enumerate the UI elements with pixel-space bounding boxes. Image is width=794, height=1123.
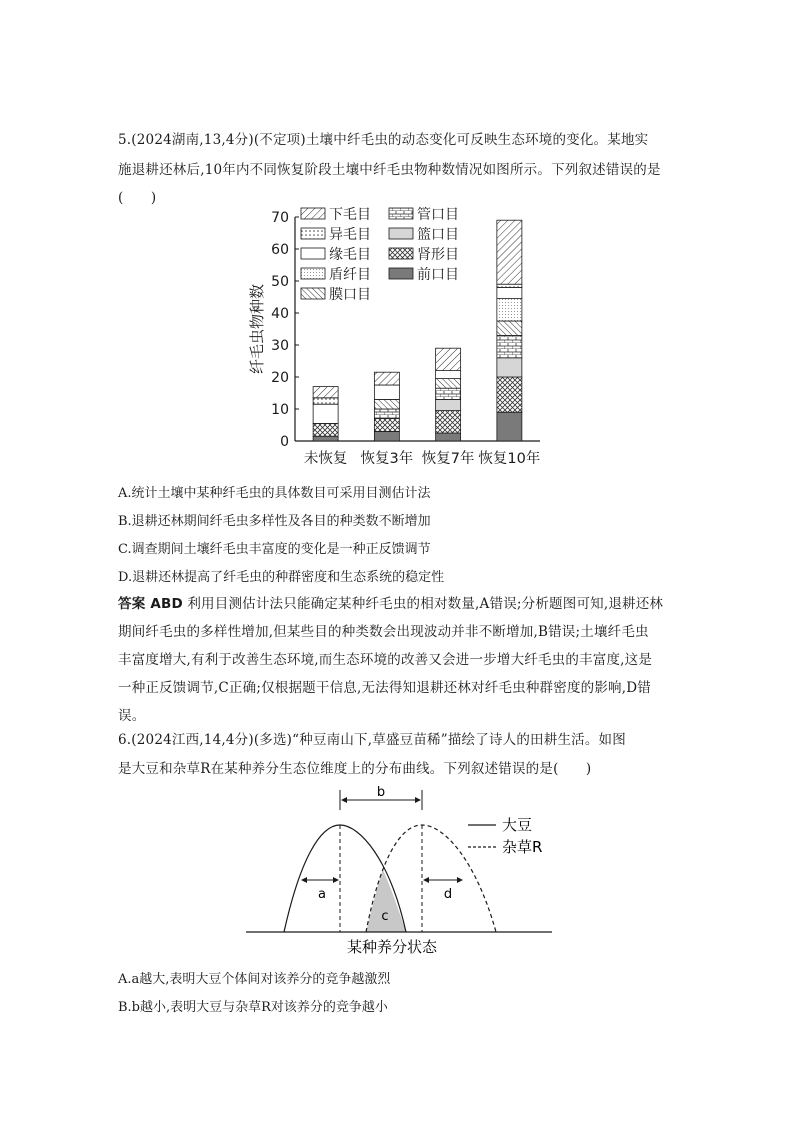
y-tick-label: 20 (271, 370, 289, 386)
q5-option-a: A.统计土壤中某种纤毛虫的具体数目可采用目测估计法 (118, 486, 431, 501)
legend-label: 异毛目 (329, 227, 371, 243)
label-d: d (443, 887, 453, 902)
answer-key: ABD (150, 596, 183, 612)
bar-segment-7 (313, 398, 338, 404)
bar-segment-1 (436, 411, 461, 433)
legend-swatch (301, 208, 325, 219)
bar-segment-6 (313, 404, 338, 423)
q5-explanation-line: 丰富度增大,有利于改善生态环境,而生态环境的改善又会进一步增大纤毛虫的丰富度,这是 (118, 652, 653, 668)
legend-label: 管口目 (417, 207, 459, 223)
stacked-bar-chart (240, 205, 560, 470)
y-tick-label: 50 (271, 274, 289, 290)
x-tick-label: 恢复7年 (421, 451, 475, 467)
legend-label: 下毛目 (329, 207, 371, 223)
bar-segment-0 (497, 412, 522, 441)
bar-segment-3 (374, 409, 399, 419)
bar-segment-0 (313, 436, 338, 441)
legend-weed: 杂草R (502, 838, 543, 856)
bar-segment-4 (497, 321, 522, 335)
y-tick-label: 10 (271, 402, 289, 418)
legend-swatch (389, 268, 413, 279)
bar-segment-4 (436, 379, 461, 389)
legend-label: 盾纤目 (329, 267, 371, 283)
q6-stem-line-1: 6.(2024江西,14,4分)(多选)“种豆南山下,草盛豆苗稀”描绘了诗人的田耕生活。如图 (118, 732, 626, 748)
y-axis-label: 纤毛虫物种数 (248, 283, 266, 375)
legend-swatch (301, 288, 325, 299)
answer-label: 答案 (118, 596, 151, 612)
x-tick-label: 恢复3年 (360, 451, 414, 467)
x-tick-label: 恢复10年 (478, 451, 541, 467)
bar-segment-4 (374, 399, 399, 409)
label-b: b (376, 785, 386, 800)
bar-segment-7 (497, 284, 522, 287)
q5-option-d: D.退耕还林提高了纤毛虫的种群密度和生态系统的稳定性 (118, 570, 445, 585)
bar-segment-0 (374, 431, 399, 441)
legend-swatch (389, 248, 413, 259)
bar-segment-0 (436, 433, 461, 441)
bar-segment-2 (497, 358, 522, 377)
bar-segment-8 (313, 387, 338, 398)
q6-option-a: A.a越大,表明大豆个体间对该养分的竞争越激烈 (118, 972, 391, 987)
legend-label: 缘毛目 (329, 247, 371, 263)
q5-explanation-line: 误。 (118, 708, 146, 724)
q5-option-c: C.调查期间土壤纤毛虫丰富度的变化是一种正反馈调节 (118, 542, 431, 557)
bar-segment-8 (436, 348, 461, 370)
label-c: c (381, 909, 389, 924)
bar-segment-5 (497, 299, 522, 321)
legend-label: 膜口目 (329, 287, 371, 303)
legend-swatch (301, 268, 325, 279)
q5-explanation-line: 期间纤毛虫的多样性增加,但某些目的种类数会出现波动并非不断增加,B错误;土壤纤毛虫 (118, 624, 649, 640)
diagram-xlabel: 某种养分状态 (346, 938, 438, 956)
legend-label: 肾形目 (417, 247, 459, 263)
q5-option-b: B.退耕还林期间纤毛虫多样性及各目的种类数不断增加 (118, 514, 431, 529)
bar-segment-8 (374, 372, 399, 385)
bar-segment-6 (436, 371, 461, 379)
bar-segment-6 (374, 385, 399, 399)
x-tick-label: 未恢复 (303, 451, 348, 467)
y-tick-label: 0 (280, 434, 289, 450)
bar-segment-8 (497, 220, 522, 284)
bar-segment-2 (436, 399, 461, 410)
legend-swatch (301, 228, 325, 239)
q5-stem-line-1: 5.(2024湖南,13,4分)(不定项)土壤中纤毛虫的动态变化可反映生态环境的变化。某地实 (118, 132, 649, 148)
bar-segment-3 (497, 335, 522, 357)
bar-segment-6 (497, 287, 522, 298)
legend-label: 篮口目 (417, 227, 459, 243)
y-tick-label: 40 (271, 306, 289, 322)
label-a: a (318, 887, 326, 902)
bar-segment-1 (313, 423, 338, 436)
q5-explanation-line (118, 592, 663, 612)
legend-soybean: 大豆 (502, 816, 533, 834)
q5-explanation-line: 一种正反馈调节,C正确;仅根据题干信息,无法得知退耕还林对纤毛虫种群密度的影响,D错 (118, 680, 651, 696)
q5-stem-line-2: 施退耕还林后,10年内不同恢复阶段土壤中纤毛虫物种数情况如图所示。下列叙述错误的是 (118, 162, 661, 178)
y-tick-label: 30 (271, 338, 289, 354)
y-tick-label: 70 (271, 210, 289, 226)
bar-segment-1 (497, 377, 522, 412)
niche-curve-diagram (240, 780, 570, 960)
q6-option-b: B.b越小,表明大豆与杂草R对该养分的竞争越小 (118, 1000, 388, 1015)
legend-swatch (389, 228, 413, 239)
legend-swatch (301, 248, 325, 259)
legend-label: 前口目 (417, 267, 459, 283)
explanation-text: 利用目测估计法只能确定某种纤毛虫的相对数量,A错误;分析题图可知,退耕还林 (182, 596, 664, 612)
q5-answer-bracket: ( ) (118, 190, 157, 206)
bar-segment-3 (436, 388, 461, 399)
y-tick-label: 60 (271, 242, 289, 258)
bar-segment-1 (374, 419, 399, 432)
q6-stem-line-2: 是大豆和杂草R在某种养分生态位维度上的分布曲线。下列叙述错误的是( ) (118, 761, 592, 777)
legend-swatch (389, 208, 413, 219)
